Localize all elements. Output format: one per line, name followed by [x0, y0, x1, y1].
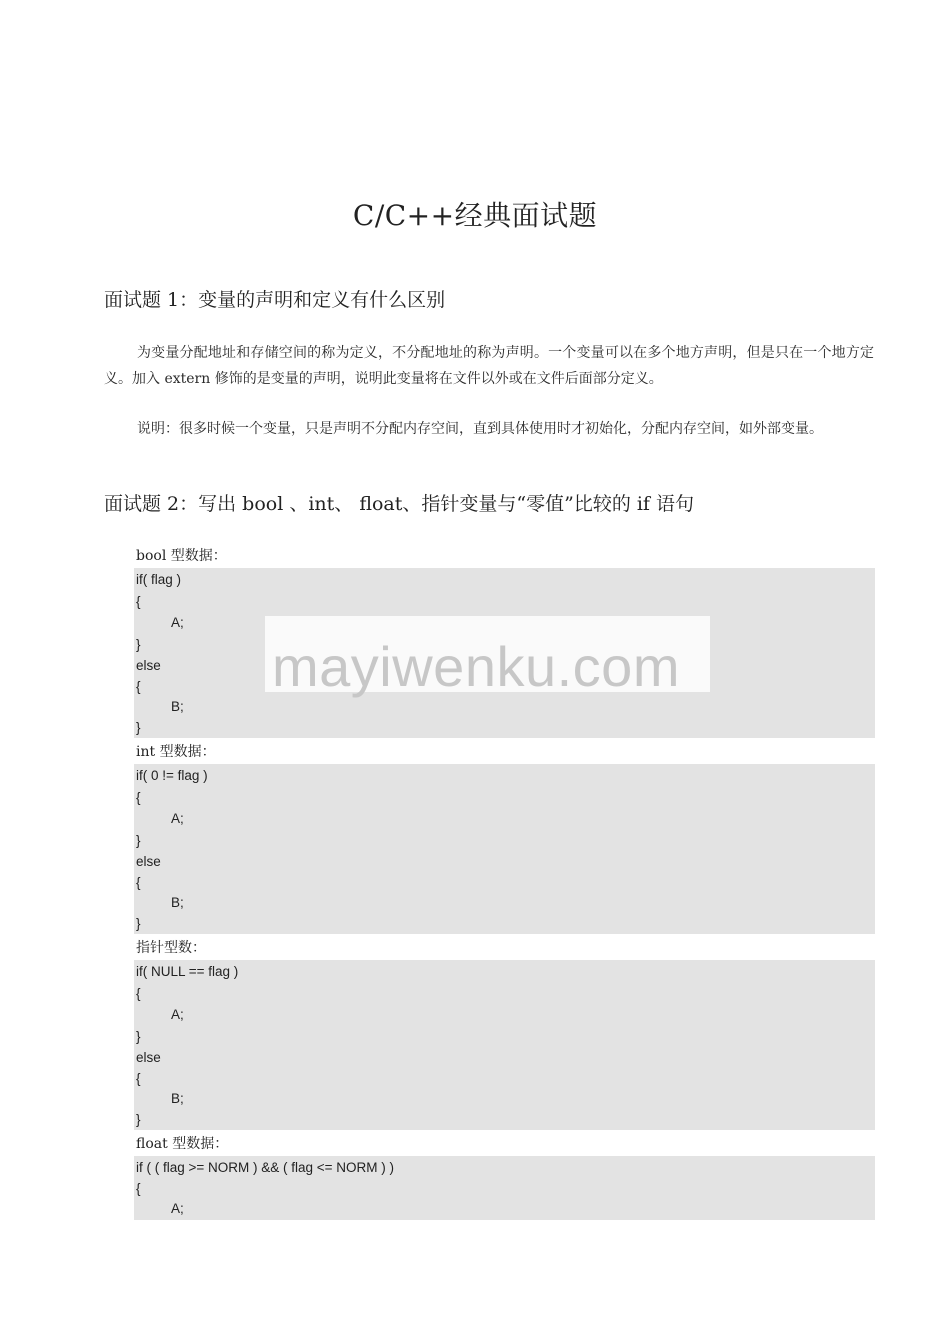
code-line: if( 0 != flag )	[136, 768, 208, 783]
int-block-label: int 型数据：	[136, 744, 216, 760]
question-2-heading: 面试题 2：写出 bool 、int、 float、指针变量与“零值”比较的 if 语句	[104, 493, 695, 515]
code-line: B;	[171, 1091, 184, 1106]
code-line: A;	[171, 1201, 184, 1216]
code-line: }	[136, 1029, 141, 1044]
watermark-text: mayiwenku.com	[272, 635, 680, 698]
code-line: A;	[171, 811, 184, 826]
code-line: {	[136, 679, 141, 694]
code-line: {	[136, 1181, 141, 1196]
code-line: A;	[171, 615, 184, 630]
code-line: }	[136, 916, 141, 931]
code-line: else	[136, 854, 161, 869]
code-line: B;	[171, 895, 184, 910]
pointer-code-block	[134, 960, 875, 1130]
code-line: else	[136, 658, 161, 673]
code-line: }	[136, 833, 141, 848]
code-line: {	[136, 1071, 141, 1086]
code-line: {	[136, 986, 141, 1001]
code-line: {	[136, 790, 141, 805]
code-line: {	[136, 594, 141, 609]
question-1-note: 说明：很多时候一个变量，只是声明不分配内存空间，直到具体使用时才初始化，分配内存空间，如外部变量。	[137, 421, 823, 437]
code-line: if( flag )	[136, 572, 182, 587]
float-block-label: float 型数据：	[136, 1136, 229, 1152]
code-line: if( NULL == flag )	[136, 964, 239, 979]
page-title: C/C++经典面试题	[352, 199, 598, 232]
question-1-heading: 面试题 1：变量的声明和定义有什么区别	[104, 289, 446, 311]
code-line: if ( ( flag >= NORM ) && ( flag <= NORM ) )	[136, 1160, 395, 1175]
code-line: {	[136, 875, 141, 890]
bool-block-label: bool 型数据：	[136, 548, 227, 564]
code-line: }	[136, 637, 141, 652]
question-1-paragraph: 为变量分配地址和存储空间的称为定义，不分配地址的称为声明。一个变量可以在多个地方声明，但是只在一个地方定义。加入 extern 修饰的是变量的声明，说明此变量将在文件以外或在文件后面部分定义。	[104, 345, 874, 387]
code-line: }	[136, 1112, 141, 1127]
float-code-block	[134, 1156, 875, 1220]
code-line: A;	[171, 1007, 184, 1022]
code-line: else	[136, 1050, 161, 1065]
code-line: B;	[171, 699, 184, 714]
code-line: }	[136, 720, 141, 735]
pointer-block-label: 指针型数：	[136, 940, 206, 956]
int-code-block	[134, 764, 875, 934]
